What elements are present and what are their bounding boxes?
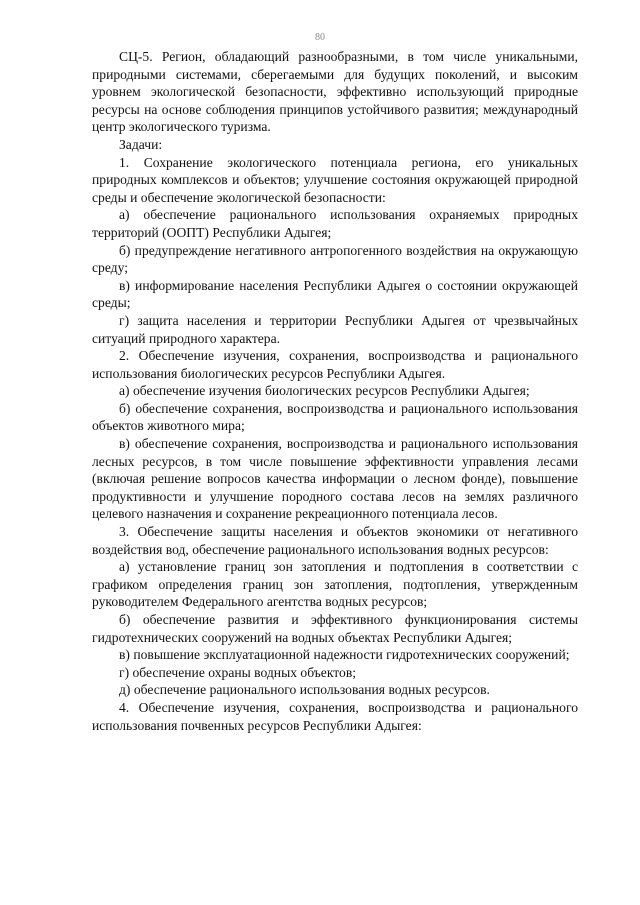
paragraph-task-4: 4. Обеспечение изучения, сохранения, воспроизводства и рационального использования почвенных ресурсов Республики Адыгея: [92, 699, 578, 733]
paragraph-task-3b: б) обеспечение развития и эффективного функционирования системы гидротехнических сооружений на водных объектах Республики Адыгея; [92, 612, 578, 645]
paragraph-task-2: 2. Обеспечение изучения, сохранения, воспроизводства и рационального использования биологических ресурсов Республики Адыгея. [92, 348, 578, 381]
page-number: 80 [315, 32, 325, 43]
paragraph-task-1: 1. Сохранение экологического потенциала региона, его уникальных природных комплексов и объектов; улучшение состояния окружающей природной среды и обеспечение экологической безопасности: [92, 154, 578, 205]
paragraph-task-3g: г) обеспечение охраны водных объектов; [119, 664, 357, 680]
paragraph-task-3: 3. Обеспечение защиты населения и объектов экономики от негативного воздействия вод, обеспечение рационального использования водных ресурсов: [92, 524, 578, 557]
paragraph-task-1b: б) предупреждение негативного антропогенного воздействия на окружающую среду; [92, 242, 578, 276]
paragraph-task-1v: в) информирование населения Республики Адыгея о состоянии окружающей среды; [92, 277, 578, 311]
paragraph-task-2v: в) обеспечение сохранения, воспроизводства и рационального использования лесных ресурсов, в том числе повышение эффективности управления лесами (включая решение вопросов качества информации о лесном фонде), повышение продуктивности и улучшение породного состава лесов на землях различного целевого назначения и сохранение рекреационного потенциала лесов. [92, 436, 578, 522]
document-body [92, 48, 578, 734]
paragraph-task-3d: д) обеспечение рационального использования водных ресурсов. [119, 682, 490, 698]
paragraph-task-2a: а) обеспечение изучения биологических ресурсов Республики Адыгея; [119, 383, 530, 399]
paragraph-task-3v: в) повышение эксплуатационной надежности гидротехнических сооружений; [119, 647, 570, 663]
paragraph-goal-sc5: СЦ-5. Регион, обладающий разнообразными, в том числе уникальными, природными системами, сберегаемыми для будущих поколений, и высоким уровнем экологической безопасности, эффективно использующий природные ресурсы на основе соблюдения принципов устойчивого развития; международный центр экологического туризма. [92, 49, 578, 135]
paragraph-task-1g: г) защита населения и территории Республики Адыгея от чрезвычайных ситуаций природного характера. [92, 312, 578, 346]
paragraph-tasks-heading: Задачи: [119, 136, 163, 152]
paragraph-task-2b: б) обеспечение сохранения, воспроизводства и рационального использования объектов животного мира; [92, 400, 578, 434]
paragraph-task-1a: а) обеспечение рационального использования охраняемых природных территорий (ООПТ) Республики Адыгея; [92, 207, 578, 240]
paragraph-task-3a: а) установление границ зон затопления и подтопления в соответствии с графиком определения границ зон затопления, подтопления, утвержденным руководителем Федерального агентства водных ресурсов; [92, 559, 578, 610]
